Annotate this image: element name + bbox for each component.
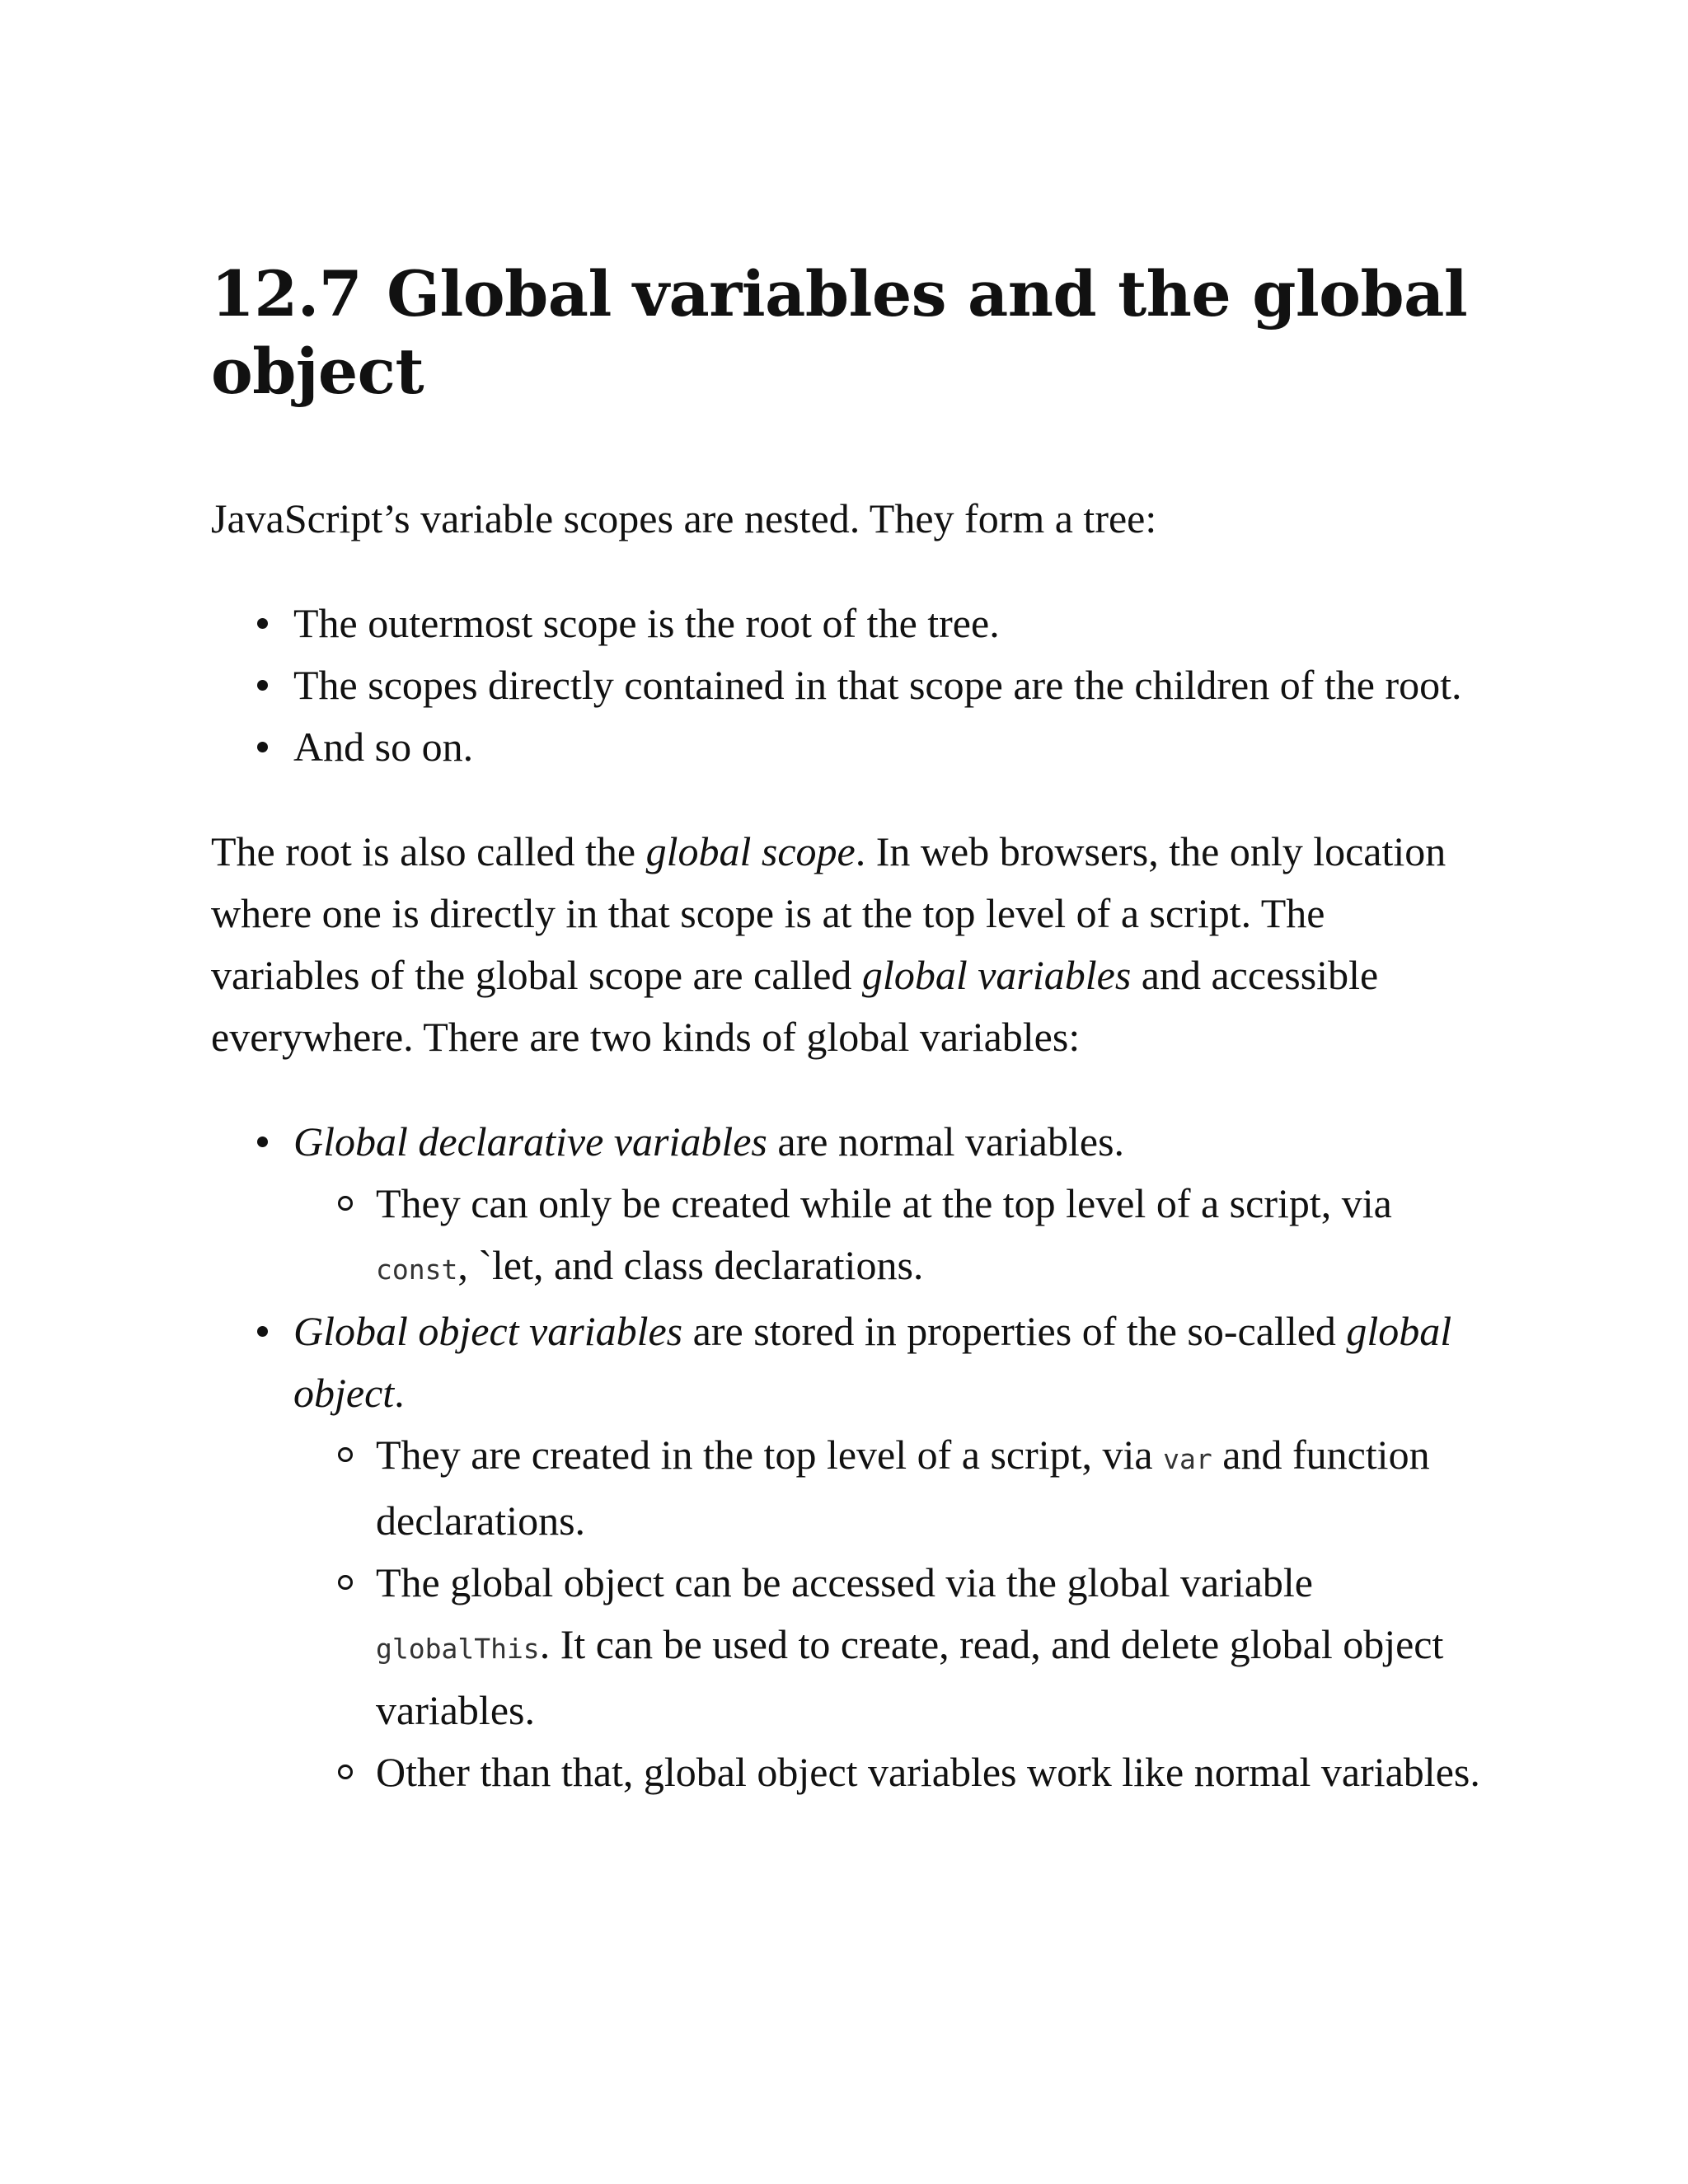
code-globalthis: globalThis <box>376 1633 540 1665</box>
code-var: var <box>1163 1443 1212 1475</box>
list-item: And so on. <box>211 716 1480 778</box>
text-run: The root is also called the <box>211 828 646 874</box>
sub-list-item <box>293 1552 1480 1741</box>
term-global-object: global object <box>293 1308 1452 1416</box>
section-heading <box>211 255 1480 410</box>
list-item-declarative <box>211 1111 1480 1301</box>
scope-tree-list <box>211 593 1480 778</box>
emphasis-global-variables: global variables <box>861 952 1132 998</box>
text-run: and accessible everywhere. There are two kinds of global variables: <box>211 952 1379 1060</box>
document-page <box>211 255 1480 1846</box>
text-run: and function declarations. <box>376 1432 1430 1544</box>
text-run: are stored in properties of the so-called <box>682 1308 1347 1354</box>
emphasis-global-scope: global scope <box>645 828 856 874</box>
text-run: . It can be used to create, read, and delete global object variables. <box>376 1621 1444 1733</box>
text-run: Other than that, global object variables work like normal variables. <box>376 1749 1480 1795</box>
intro-paragraph: JavaScript’s variable scopes are nested. They form a tree: <box>211 495 1157 541</box>
global-scope-paragraph <box>211 821 1480 1068</box>
list-item: The scopes directly contained in that scope are the children of the root. <box>211 654 1480 716</box>
section-number: 12.7 <box>211 257 363 330</box>
section-title: Global variables and the global object <box>211 257 1468 408</box>
text-run: They can only be created while at the top level of a script, via <box>376 1180 1392 1226</box>
list-item: The outermost scope is the root of the tree. <box>211 593 1480 654</box>
global-variable-kinds-list <box>211 1111 1480 1803</box>
text-run: are normal variables. <box>767 1118 1125 1165</box>
term-object-variables: Global object variables <box>293 1308 683 1354</box>
sub-list-item <box>293 1424 1480 1552</box>
text-run: . <box>394 1370 405 1416</box>
sub-list-item <box>293 1173 1480 1301</box>
text-run: The global object can be accessed via the global variable <box>376 1559 1313 1605</box>
text-run: . In web browsers, the only location where one is directly in that scope is at the top level of a script. The variables of the global scope are called <box>211 828 1447 998</box>
declarative-sublist <box>293 1173 1480 1301</box>
sub-list-item <box>293 1741 1480 1803</box>
object-sublist <box>293 1424 1480 1803</box>
text-run: They are created in the top level of a script, via <box>376 1432 1164 1478</box>
code-const: const <box>376 1254 458 1286</box>
term-declarative-variables: Global declarative variables <box>293 1118 767 1165</box>
text-run: , `let, and class declarations. <box>457 1242 924 1288</box>
list-item-object <box>211 1301 1480 1803</box>
